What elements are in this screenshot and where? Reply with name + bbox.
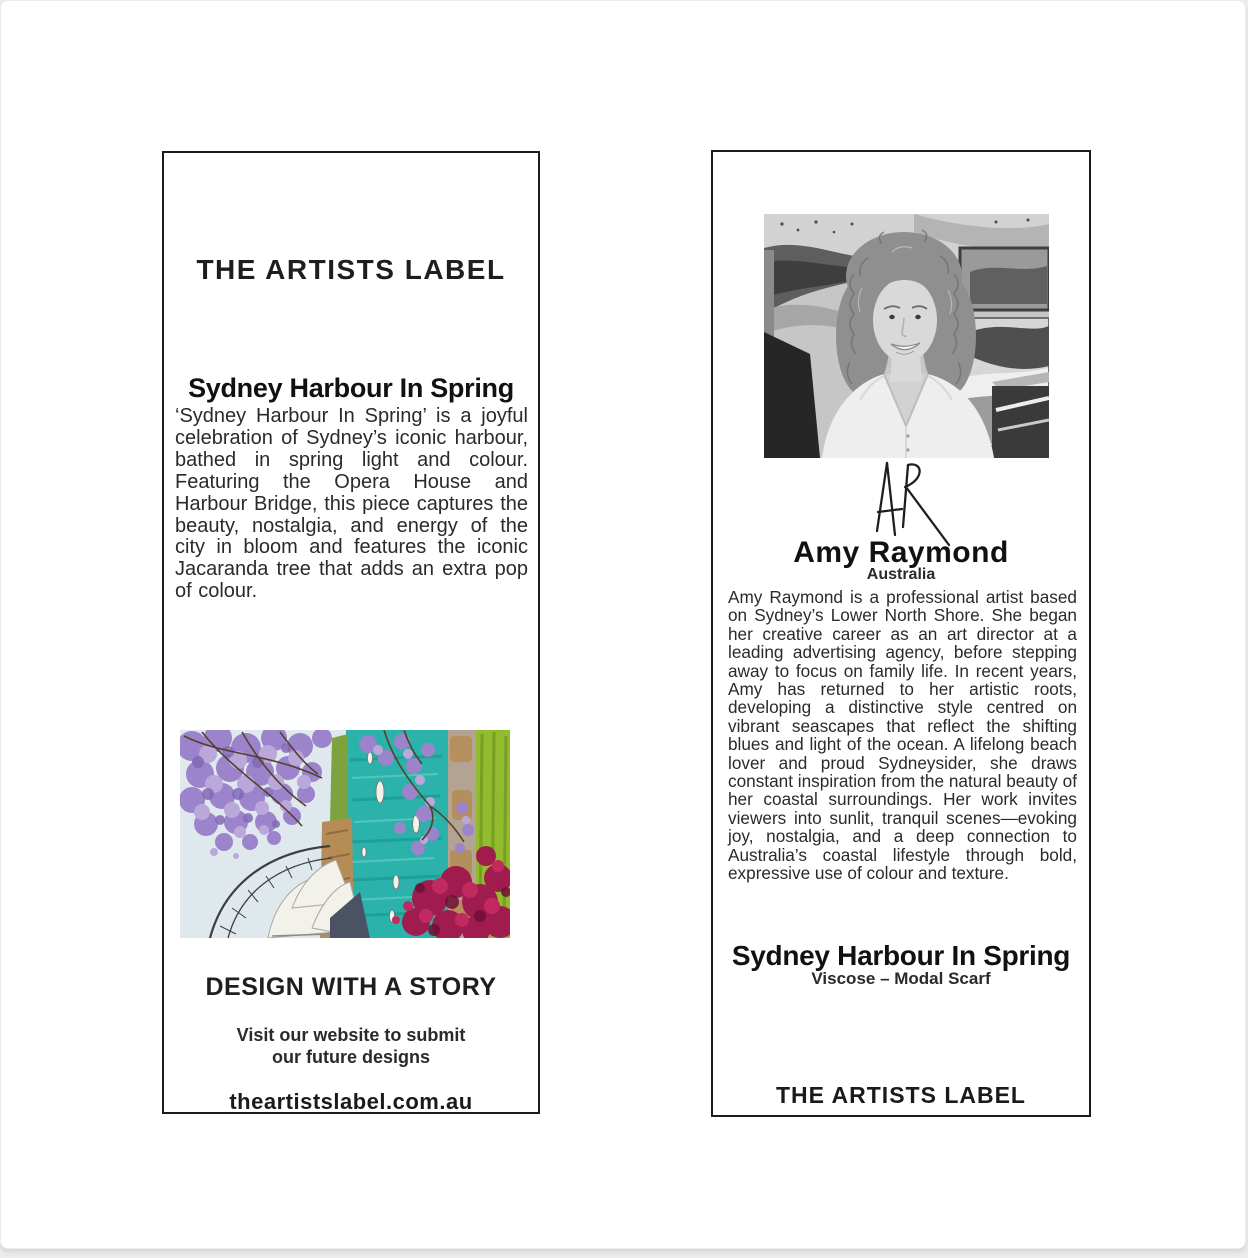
product-subtitle: Viscose – Modal Scarf <box>811 969 991 988</box>
artist-portrait-image <box>764 214 1049 458</box>
artwork-title: Sydney Harbour In Spring <box>188 373 514 403</box>
product-title: Sydney Harbour In Spring <box>731 940 1071 971</box>
website-url: theartistslabel.com.au <box>229 1089 473 1114</box>
back-tag-panel <box>711 150 1091 1117</box>
sydney-harbour-painting <box>180 730 510 938</box>
artist-bio: Amy Raymond is a professional artist based on Sydney’s Lower North Shore. She began her creative career as an art director at a leading advertising agency, before stepping away to focus on family life. In recent years, Amy has returned to her artistic roots, developing a distinctive style centred on vibrant seascapes that reflect the shifting blues and light of the ocean. A lifelong beach lover and proud Sydneysider, she draws constant inspiration from the natural beauty of her coastal surroundings. Her work invites viewers into sunlit, tranquil scenes—evoking joy, nostalgia, and a deep connection to Australia’s coastal lifestyle through bold, expressive use of colour and texture. <box>728 587 1077 884</box>
cta-text <box>164 1024 538 1068</box>
artist-photo <box>764 214 1049 458</box>
brand-title: THE ARTISTS LABEL <box>196 254 506 285</box>
cta-line-1: Visit our website to submit <box>236 1025 466 1045</box>
artwork-image <box>180 730 510 938</box>
brand-title-bottom: THE ARTISTS LABEL <box>776 1082 1026 1108</box>
artist-country: Australia <box>866 566 936 583</box>
artwork-description: ‘Sydney Harbour In Spring’ is a joyful celebration of Sydney’s iconic harbour, bathed in spring light and colour. Featuring the Opera House and Harbour Bridge, this piece captures the beauty, nostalgia, and energy of the city in bloom and features the iconic Jacaranda tree that adds an extra pop of colour. <box>175 405 528 603</box>
artist-name: Amy Raymond <box>793 536 1009 569</box>
front-tag-panel <box>162 151 540 1114</box>
cta-line-2: our future designs <box>271 1047 430 1067</box>
tagline: DESIGN WITH A STORY <box>205 973 497 1001</box>
